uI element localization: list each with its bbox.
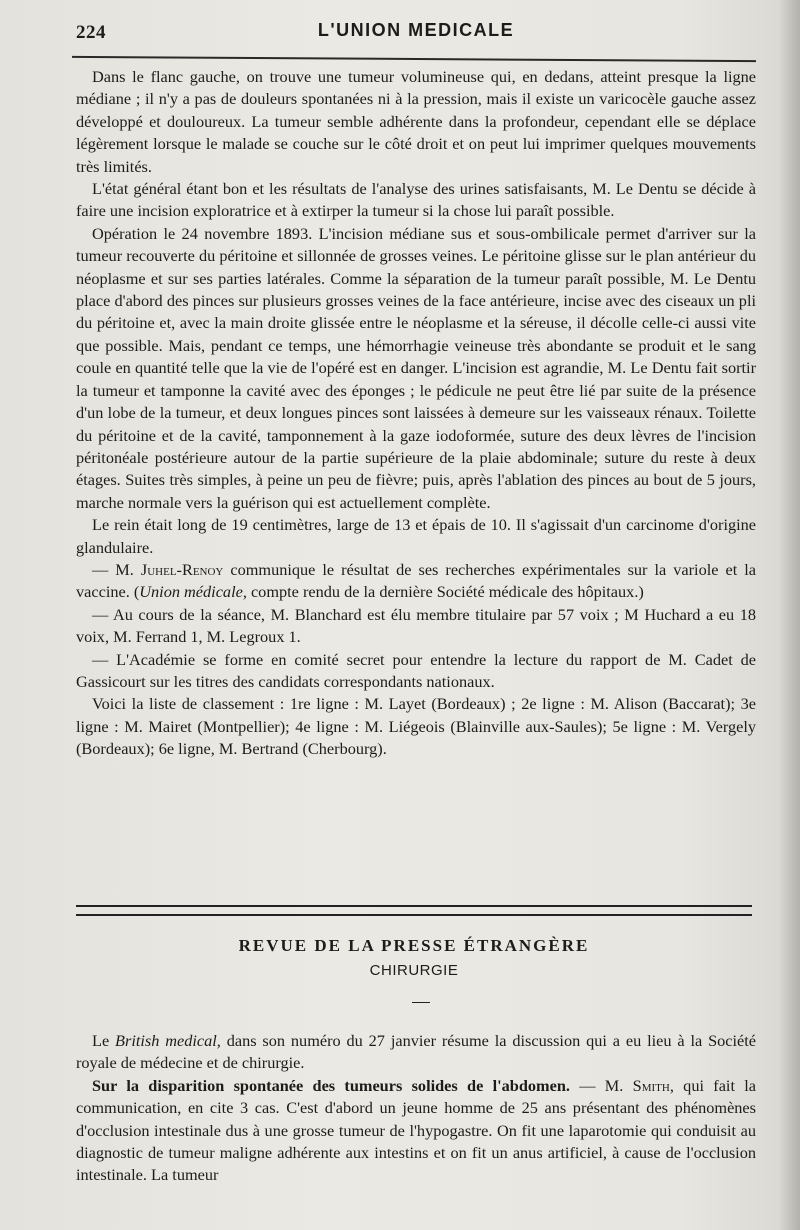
paragraph-election: — Au cours de la séance, M. Blanchard est élu membre titulaire par 57 voix ; M Huchard a eu 18 voix, M. Ferrand 1, M. Legroux 1. (76, 604, 756, 647)
text-fragment: Le (92, 1031, 116, 1050)
section-heading: REVUE DE LA PRESSE ÉTRANGÈRE (238, 936, 590, 955)
paragraph-rein: Le rein était long de 19 centimètres, large de 13 et épais de 10. Il s'agissait d'un carcinome d'origine glandulaire. (76, 515, 756, 557)
running-head (72, 18, 760, 48)
header-rule (72, 56, 756, 62)
section-short-rule (412, 1002, 430, 1003)
paragraph-comite-secret: — L'Académie se forme en comité secret pour entendre la lecture du rapport de M. Cadet de Gassicourt sur les titres des candidats correspondants nationaux. (76, 649, 756, 691)
paragraph-disparition-tumeurs (76, 1075, 756, 1187)
section-double-rule (76, 905, 752, 916)
text-fragment: communique le résultat de ses recherches expérimentales sur la variole et la vaccine. ( (76, 559, 756, 602)
text-fragment: — M. (92, 559, 141, 579)
paragraph-etat-general: L'état général étant bon et les résultats de l'analyse des urines satisfaisants, M. Le Dentu se décide à faire une incision exploratrice et à extirper la tumeur si la chose lui paraît possible. (76, 179, 756, 221)
paragraph-tumeur-description: Dans le flanc gauche, on trouve une tumeur volumineuse qui, en dedans, atteint presque la ligne médiane ; il n'y a pas de douleurs spontanées ni à la pression, mais il existe un varicocèle gauche assez développé et douloureux. La tumeur semble adhérente dans la profondeur, cependant elle se déplace légèrement lorsque le malade se couche sur le côté droit et on peut lui imprimer quelques mouvements très limités. (76, 67, 756, 176)
paragraph-operation: Opération le 24 novembre 1893. L'incision médiane sus et sous-ombilicale permet d'arriver sur la tumeur recouverte du péritoine et sillonnée de grosses veines. Le péritoine glisse sur le plan antérieur du néoplasme et sur ses parties latérales. Comme la séparation de la tumeur paraît possible, M. Le Dentu place d'abord des pinces sur plusieurs grosses veines de la face antérieure, incise avec des ciseaux un pli du péritoine et, avec la main droite glissée entre le néoplasme et la séreuse, il décolle celle-ci aussi vite que possible. Mais, pendant ce temps, une hémorrhagie veineuse très abondante se produit et le sang coule en quantité telle que la vie de l'opéré est en danger. L'incision est agrandie, M. Le Dentu fait sortir la tumeur et tamponne la cavité avec des éponges ; le pédicule ne peut être lié par suite de la présence d'un lobe de la tumeur, et deux longues pinces sont laissées à demeure sur les vaisseaux rénaux. Toilette du péritoine et de la cavité, tamponnement à la gaze iodoformée, suture des deux lèvres de l'incision péritonéale postérieure autour de la partie supérieure de la plaie abdominale; suture du reste à deux étages. Suites très simples, à peine un peu de fièvre; puis, après l'ablation des pinces au bout de 5 jours, marche normale vers la guérison qui est actuellement complète. (76, 223, 756, 512)
subsection-title: Sur la disparition spontanée des tumeurs solides de l'abdomen. (92, 1075, 570, 1095)
text-fragment: qui fait la communication, en cite 3 cas. C'est d'abord un jeune homme de 25 ans présentant des phénomènes d'occlusion intestinale dus à une grosse tumeur de l'hypogastre. On fit une laparotomie qui conduisit au diagnostic de tumeur maligne adhérente aux intestins et on fit un anus artificiel, à cause de l'occlusion intestinale. La tumeur (76, 1075, 757, 1185)
journal-reference: Union médicale, (139, 582, 247, 602)
paragraph-british-medical (76, 1030, 756, 1075)
press-review-body (76, 1030, 756, 1187)
article-body (76, 66, 756, 761)
journal-title: L'UNION MEDICALE (317, 20, 515, 40)
author-name: Smith, (632, 1075, 674, 1095)
page-number: 224 (76, 22, 106, 43)
paragraph-classement: Voici la liste de classement : 1re ligne : M. Layet (Bordeaux) ; 2e ligne : M. Alison (Baccarat); 3e ligne : M. Mairet (Montpellier); 4e ligne : M. Liégeois (Blainville aux-Saules); 5e ligne : M. Vergely (Bordeaux); 6e ligne, M. Bertrand (Cherbourg). (76, 694, 756, 759)
text-fragment: compte rendu de la dernière Société médicale des hôpitaux.) (246, 582, 644, 602)
section-subheading: CHIRURGIE (369, 962, 459, 979)
journal-reference: British medical, (115, 1031, 221, 1050)
paragraph-juhel-renoy (76, 559, 756, 604)
text-fragment: — M. (569, 1075, 633, 1095)
text-fragment: dans son numéro du 27 janvier résume la discussion qui a eu lieu à la Société royale de médecine et de chirurgie. (76, 1031, 756, 1073)
page-edge-shadow (778, 0, 800, 1230)
author-name: Juhel-Renoy (140, 559, 224, 579)
